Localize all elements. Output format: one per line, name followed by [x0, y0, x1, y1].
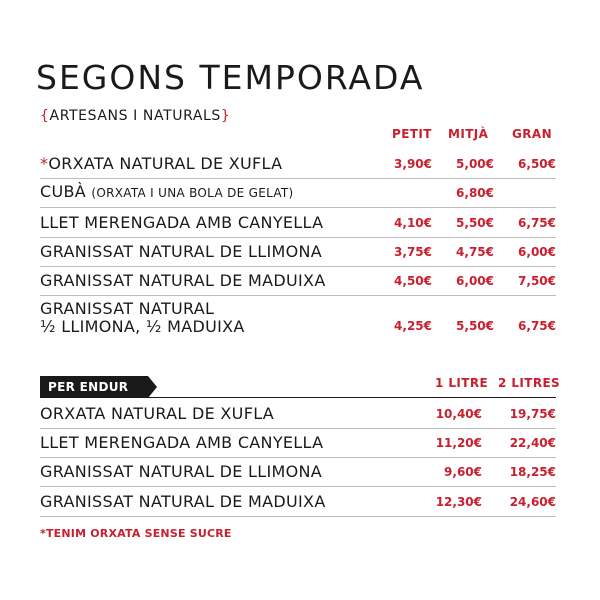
price-mitja: 5,00€	[456, 157, 494, 171]
takeaway-row	[40, 429, 556, 458]
price-gran: 6,75€	[518, 319, 556, 333]
item-name: GRANISSAT NATURAL DE LLIMONA	[40, 242, 323, 261]
takeaway-row	[40, 458, 556, 487]
item-name	[40, 155, 282, 173]
price-gran: 6,00€	[518, 245, 556, 259]
takeaway-header-2l: 2 LITRES	[498, 376, 561, 390]
price-2-litres: 18,25€	[509, 465, 556, 479]
subtitle-text: ARTESANS I NATURALS	[49, 108, 221, 124]
price-1-litre: 12,30€	[435, 495, 482, 509]
price-2-litres: 22,40€	[509, 436, 556, 450]
brace-open: {	[40, 108, 50, 124]
footnote: *TENIM ORXATA SENSE SUCRE	[40, 527, 232, 540]
page-title: SEGONS TEMPORADA	[36, 58, 425, 97]
item-name-line2: ½ LLIMONA, ½ MADUIXA	[40, 317, 245, 336]
takeaway-tag: PER ENDUR	[40, 376, 148, 398]
section-divider	[40, 397, 556, 398]
item-name: GRANISSAT NATURAL DE MADUIXA	[40, 492, 326, 511]
brace-close: }	[220, 108, 231, 124]
menu-row	[40, 296, 556, 340]
price-2-litres: 19,75€	[509, 407, 556, 421]
asterisk-mark: *	[40, 154, 49, 173]
price-petit: 4,50€	[394, 274, 432, 288]
price-1-litre: 9,60€	[444, 465, 482, 479]
tag-arrow-icon	[148, 376, 157, 398]
menu-row	[40, 180, 556, 208]
price-gran: 7,50€	[518, 274, 556, 288]
size-header-petit: PETIT	[392, 127, 432, 141]
size-header-mitja: MITJÀ	[448, 127, 489, 141]
item-name-text: ORXATA NATURAL DE XUFLA	[48, 154, 283, 173]
menu-row	[40, 150, 556, 179]
menu-row	[40, 267, 556, 296]
price-gran: 6,75€	[518, 216, 556, 230]
price-petit: 4,10€	[394, 216, 432, 230]
price-mitja: 5,50€	[456, 216, 494, 230]
price-1-litre: 10,40€	[435, 407, 482, 421]
price-1-litre: 11,20€	[435, 436, 482, 450]
item-name	[40, 183, 294, 202]
size-header-gran: GRAN	[512, 127, 553, 141]
takeaway-row	[40, 487, 556, 517]
item-name: LLET MERENGADA AMB CANYELLA	[40, 433, 324, 452]
item-name-line1: GRANISSAT NATURAL	[40, 299, 215, 318]
price-petit: 3,75€	[394, 245, 432, 259]
item-note: (ORXATA I UNA BOLA DE GELAT)	[91, 186, 294, 200]
menu-row	[40, 238, 556, 267]
item-name	[40, 300, 245, 336]
price-petit: 4,25€	[394, 319, 432, 333]
price-mitja: 6,80€	[456, 186, 494, 200]
takeaway-row	[40, 400, 556, 429]
takeaway-header-1l: 1 LITRE	[435, 376, 489, 390]
price-petit: 3,90€	[394, 157, 432, 171]
subtitle	[40, 108, 230, 124]
item-name-text: CUBÀ	[40, 182, 92, 201]
item-name: GRANISSAT NATURAL DE MADUIXA	[40, 271, 326, 290]
price-2-litres: 24,60€	[509, 495, 556, 509]
menu-row	[40, 209, 556, 238]
item-name: GRANISSAT NATURAL DE LLIMONA	[40, 462, 323, 481]
price-mitja: 6,00€	[456, 274, 494, 288]
price-mitja: 5,50€	[456, 319, 494, 333]
price-mitja: 4,75€	[456, 245, 494, 259]
price-gran: 6,50€	[518, 157, 556, 171]
item-name: ORXATA NATURAL DE XUFLA	[40, 404, 275, 423]
item-name: LLET MERENGADA AMB CANYELLA	[40, 213, 324, 232]
